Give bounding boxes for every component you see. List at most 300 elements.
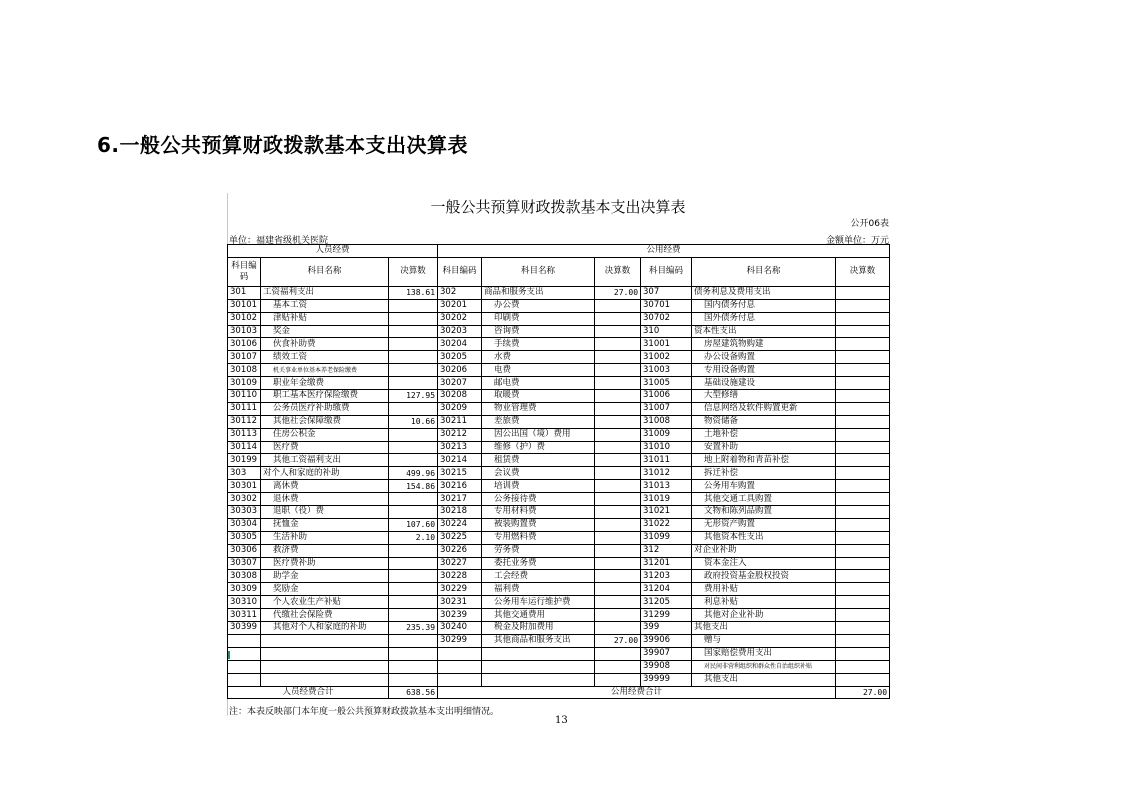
table-row — [228, 415, 890, 428]
row-code-2: 30212 — [438, 428, 482, 441]
row-code-2: 30299 — [438, 634, 482, 647]
row-code-1 — [228, 634, 261, 647]
row-amount-1: 107.60 — [389, 518, 438, 531]
row-name-3: 资本金注入 — [692, 557, 836, 570]
row-amount-1: 235.39 — [389, 622, 438, 635]
row-code-1: 30309 — [228, 583, 261, 596]
row-amount-1 — [389, 660, 438, 673]
totals-row — [228, 686, 890, 699]
row-code-1: 30303 — [228, 506, 261, 519]
row-name-1: 其他对个人和家庭的补助 — [261, 622, 389, 635]
row-name-1: 对个人和家庭的补助 — [261, 467, 389, 480]
row-code-2: 30240 — [438, 622, 482, 635]
row-amount-2 — [595, 647, 641, 660]
row-code-2: 30211 — [438, 415, 482, 428]
row-amount-3 — [836, 596, 890, 609]
row-name-3: 无形资产购置 — [692, 518, 836, 531]
row-code-1 — [228, 647, 261, 660]
row-name-2: 工会经费 — [482, 570, 595, 583]
row-amount-3 — [836, 634, 890, 647]
row-code-1: 30307 — [228, 557, 261, 570]
row-code-1: 30308 — [228, 570, 261, 583]
row-name-1: 救济费 — [261, 544, 389, 557]
row-amount-3 — [836, 299, 890, 312]
table-row — [228, 673, 890, 686]
row-name-1: 退职（役）费 — [261, 506, 389, 519]
table-row — [228, 428, 890, 441]
row-code-1: 30109 — [228, 377, 261, 390]
row-name-3: 其他对企业补助 — [692, 609, 836, 622]
row-amount-2: 27.00 — [595, 634, 641, 647]
row-code-3: 31201 — [641, 557, 692, 570]
row-amount-3 — [836, 518, 890, 531]
row-name-1: 机关事业单位基本养老保险缴费 — [261, 364, 389, 377]
row-name-1: 离休费 — [261, 480, 389, 493]
row-amount-2 — [595, 480, 641, 493]
row-amount-3 — [836, 480, 890, 493]
row-code-1: 30311 — [228, 609, 261, 622]
row-amount-1 — [389, 557, 438, 570]
personnel-total-value: 638.56 — [389, 686, 438, 699]
row-amount-1: 154.86 — [389, 480, 438, 493]
row-name-1: 生活补助 — [261, 531, 389, 544]
table-row — [228, 299, 890, 312]
row-name-3: 其他资本性支出 — [692, 531, 836, 544]
row-amount-2 — [595, 467, 641, 480]
row-code-1: 30301 — [228, 480, 261, 493]
table-row — [228, 544, 890, 557]
col-amount: 决算数 — [389, 257, 438, 286]
row-amount-1 — [389, 596, 438, 609]
row-name-1: 职业年金缴费 — [261, 377, 389, 390]
row-name-2: 福利费 — [482, 583, 595, 596]
row-amount-1 — [389, 351, 438, 364]
table-row — [228, 338, 890, 351]
row-amount-1 — [389, 441, 438, 454]
row-amount-2 — [595, 557, 641, 570]
row-code-1: 303 — [228, 467, 261, 480]
row-code-2 — [438, 660, 482, 673]
section-personnel: 人员经费 — [228, 245, 438, 258]
row-code-1: 30107 — [228, 351, 261, 364]
row-code-3: 31019 — [641, 493, 692, 506]
row-code-3: 31204 — [641, 583, 692, 596]
row-amount-2: 27.00 — [595, 286, 641, 299]
row-amount-3 — [836, 286, 890, 299]
row-name-2: 咨询费 — [482, 325, 595, 338]
row-code-2: 30206 — [438, 364, 482, 377]
table-row — [228, 467, 890, 480]
row-code-3: 31013 — [641, 480, 692, 493]
row-code-2: 30208 — [438, 390, 482, 403]
row-name-2: 因公出国（境）费用 — [482, 428, 595, 441]
row-code-1: 30108 — [228, 364, 261, 377]
row-name-2 — [482, 673, 595, 686]
row-name-2: 电费 — [482, 364, 595, 377]
row-name-1: 住房公积金 — [261, 428, 389, 441]
row-code-3: 39906 — [641, 634, 692, 647]
row-name-3: 债务利息及费用支出 — [692, 286, 836, 299]
row-amount-2 — [595, 441, 641, 454]
row-code-1: 30310 — [228, 596, 261, 609]
row-amount-3 — [836, 557, 890, 570]
row-amount-2 — [595, 351, 641, 364]
table-row — [228, 634, 890, 647]
table-row — [228, 609, 890, 622]
row-amount-2 — [595, 583, 641, 596]
row-code-3: 307 — [641, 286, 692, 299]
row-amount-1: 499.96 — [389, 467, 438, 480]
row-amount-1 — [389, 428, 438, 441]
row-code-2: 30203 — [438, 325, 482, 338]
row-amount-1 — [389, 402, 438, 415]
section-public: 公用经费 — [438, 245, 890, 258]
row-name-2: 会议费 — [482, 467, 595, 480]
row-name-3: 赠与 — [692, 634, 836, 647]
row-amount-3 — [836, 544, 890, 557]
row-amount-1 — [389, 454, 438, 467]
row-code-1: 30102 — [228, 312, 261, 325]
row-amount-2 — [595, 506, 641, 519]
row-name-1: 医疗费 — [261, 441, 389, 454]
row-amount-2 — [595, 338, 641, 351]
row-amount-1 — [389, 377, 438, 390]
row-name-1: 绩效工资 — [261, 351, 389, 364]
row-code-3: 31299 — [641, 609, 692, 622]
table-row — [228, 402, 890, 415]
row-amount-1 — [389, 673, 438, 686]
table-title: 一般公共预算财政拨款基本支出决算表 — [430, 198, 686, 216]
table-row — [228, 364, 890, 377]
page-number: 13 — [555, 715, 568, 726]
table-row — [228, 518, 890, 531]
table-row — [228, 480, 890, 493]
table-row — [228, 441, 890, 454]
row-amount-3 — [836, 351, 890, 364]
page-heading: 6.一般公共预算财政拨款基本支出决算表 — [97, 133, 469, 157]
row-code-3: 31010 — [641, 441, 692, 454]
row-amount-1: 10.66 — [389, 415, 438, 428]
row-name-3: 拆迁补偿 — [692, 467, 836, 480]
row-amount-1 — [389, 312, 438, 325]
row-name-1 — [261, 647, 389, 660]
row-name-3: 房屋建筑物购建 — [692, 338, 836, 351]
row-code-3: 31003 — [641, 364, 692, 377]
row-amount-1 — [389, 364, 438, 377]
row-amount-3 — [836, 377, 890, 390]
table-note: 注：本表反映部门本年度一般公共预算财政拨款基本支出明细情况。 — [229, 707, 500, 717]
row-code-2: 30226 — [438, 544, 482, 557]
table-row — [228, 493, 890, 506]
row-amount-3 — [836, 454, 890, 467]
row-name-2: 水费 — [482, 351, 595, 364]
row-amount-3 — [836, 467, 890, 480]
row-amount-1 — [389, 647, 438, 660]
row-amount-3 — [836, 506, 890, 519]
expenditure-table — [227, 244, 890, 699]
table-row — [228, 390, 890, 403]
row-code-1: 301 — [228, 286, 261, 299]
row-name-2: 专用燃料费 — [482, 531, 595, 544]
row-code-2: 30214 — [438, 454, 482, 467]
row-code-1: 30302 — [228, 493, 261, 506]
row-code-2: 30217 — [438, 493, 482, 506]
row-name-1: 基本工资 — [261, 299, 389, 312]
row-code-1: 30306 — [228, 544, 261, 557]
row-code-3: 312 — [641, 544, 692, 557]
row-name-3: 国外债务付息 — [692, 312, 836, 325]
row-name-2: 维修（护）费 — [482, 441, 595, 454]
row-name-1: 奖励金 — [261, 583, 389, 596]
row-amount-2 — [595, 660, 641, 673]
row-amount-3 — [836, 441, 890, 454]
row-name-1: 工资福利支出 — [261, 286, 389, 299]
public-total-value: 27.00 — [836, 686, 890, 699]
table-row — [228, 647, 890, 660]
row-code-1: 30305 — [228, 531, 261, 544]
row-name-1: 代缴社会保险费 — [261, 609, 389, 622]
col-name3: 科目名称 — [692, 257, 836, 286]
row-name-1 — [261, 634, 389, 647]
row-name-2: 取暖费 — [482, 390, 595, 403]
public-total-label: 公用经费合计 — [438, 686, 836, 699]
row-code-2: 30205 — [438, 351, 482, 364]
row-name-3: 国家赔偿费用支出 — [692, 647, 836, 660]
row-amount-3 — [836, 338, 890, 351]
col-code3: 科目编码 — [641, 257, 692, 286]
row-amount-2 — [595, 570, 641, 583]
row-amount-1: 127.95 — [389, 390, 438, 403]
row-name-2: 差旅费 — [482, 415, 595, 428]
row-amount-2 — [595, 544, 641, 557]
row-code-2 — [438, 673, 482, 686]
row-name-1: 医疗费补助 — [261, 557, 389, 570]
row-code-3: 31008 — [641, 415, 692, 428]
row-code-3: 39907 — [641, 647, 692, 660]
row-code-3: 39908 — [641, 660, 692, 673]
row-amount-1 — [389, 493, 438, 506]
row-name-2: 印刷费 — [482, 312, 595, 325]
row-code-3: 31009 — [641, 428, 692, 441]
row-code-2: 30229 — [438, 583, 482, 596]
personnel-total-label: 人员经费合计 — [228, 686, 389, 699]
row-name-3: 信息网络及软件购置更新 — [692, 402, 836, 415]
row-name-3: 专用设备购置 — [692, 364, 836, 377]
row-name-3: 对企业补助 — [692, 544, 836, 557]
row-code-3: 31205 — [641, 596, 692, 609]
row-code-3: 31001 — [641, 338, 692, 351]
row-name-2: 税金及附加费用 — [482, 622, 595, 635]
row-code-1 — [228, 660, 261, 673]
row-name-1: 津贴补贴 — [261, 312, 389, 325]
row-name-1: 助学金 — [261, 570, 389, 583]
row-amount-3 — [836, 390, 890, 403]
row-code-1: 30103 — [228, 325, 261, 338]
col-code2: 科目编码 — [438, 257, 482, 286]
row-name-1: 其他社会保障缴费 — [261, 415, 389, 428]
row-name-1 — [261, 673, 389, 686]
row-amount-1 — [389, 506, 438, 519]
row-name-2: 培训费 — [482, 480, 595, 493]
row-code-1: 30113 — [228, 428, 261, 441]
row-amount-1 — [389, 299, 438, 312]
row-name-2: 劳务费 — [482, 544, 595, 557]
row-name-3: 其他支出 — [692, 673, 836, 686]
row-amount-2 — [595, 390, 641, 403]
row-amount-3 — [836, 531, 890, 544]
table-row — [228, 570, 890, 583]
row-code-3: 399 — [641, 622, 692, 635]
table-row — [228, 454, 890, 467]
row-code-2: 30239 — [438, 609, 482, 622]
row-code-3: 31006 — [641, 390, 692, 403]
row-code-3: 31203 — [641, 570, 692, 583]
row-code-2: 30227 — [438, 557, 482, 570]
row-name-3: 土地补偿 — [692, 428, 836, 441]
row-amount-3 — [836, 673, 890, 686]
row-name-3: 大型修缮 — [692, 390, 836, 403]
table-row — [228, 531, 890, 544]
row-code-2: 30213 — [438, 441, 482, 454]
row-name-3: 公务用车购置 — [692, 480, 836, 493]
row-name-1: 公务员医疗补助缴费 — [261, 402, 389, 415]
col-amount3: 决算数 — [836, 257, 890, 286]
row-name-3: 基础设施建设 — [692, 377, 836, 390]
row-name-2 — [482, 660, 595, 673]
row-name-3: 对民间非营利组织和群众性自治组织补贴 — [692, 660, 836, 673]
row-name-3: 政府投资基金股权投资 — [692, 570, 836, 583]
section-header-row — [228, 245, 890, 258]
row-code-2: 30224 — [438, 518, 482, 531]
row-amount-3 — [836, 647, 890, 660]
row-code-2: 30215 — [438, 467, 482, 480]
row-code-3: 31002 — [641, 351, 692, 364]
row-amount-3 — [836, 493, 890, 506]
row-code-1: 30199 — [228, 454, 261, 467]
row-code-1: 30112 — [228, 415, 261, 428]
row-amount-1 — [389, 583, 438, 596]
row-name-1: 退休费 — [261, 493, 389, 506]
row-code-2: 30231 — [438, 596, 482, 609]
row-amount-3 — [836, 415, 890, 428]
row-name-2: 手续费 — [482, 338, 595, 351]
row-name-1: 抚恤金 — [261, 518, 389, 531]
row-code-3: 31012 — [641, 467, 692, 480]
row-amount-2 — [595, 428, 641, 441]
row-amount-2 — [595, 493, 641, 506]
row-amount-2 — [595, 364, 641, 377]
row-amount-2 — [595, 415, 641, 428]
row-code-1: 30304 — [228, 518, 261, 531]
row-code-1: 30106 — [228, 338, 261, 351]
col-name2: 科目名称 — [482, 257, 595, 286]
row-name-2: 物业管理费 — [482, 402, 595, 415]
table-row — [228, 286, 890, 299]
row-code-2: 30228 — [438, 570, 482, 583]
row-name-3: 费用补贴 — [692, 583, 836, 596]
row-name-2: 委托业务费 — [482, 557, 595, 570]
row-amount-1 — [389, 570, 438, 583]
row-amount-3 — [836, 402, 890, 415]
row-amount-1: 2.10 — [389, 531, 438, 544]
row-name-2 — [482, 647, 595, 660]
row-amount-1 — [389, 634, 438, 647]
row-name-3: 地上附着物和青苗补偿 — [692, 454, 836, 467]
row-name-3: 其他交通工具购置 — [692, 493, 836, 506]
row-amount-3 — [836, 325, 890, 338]
table-row — [228, 325, 890, 338]
row-code-2: 30207 — [438, 377, 482, 390]
row-code-3: 31022 — [641, 518, 692, 531]
row-amount-1 — [389, 609, 438, 622]
row-code-1: 30399 — [228, 622, 261, 635]
row-name-1: 其他工资福利支出 — [261, 454, 389, 467]
row-code-1: 30110 — [228, 390, 261, 403]
row-code-2: 30204 — [438, 338, 482, 351]
row-amount-1: 138.61 — [389, 286, 438, 299]
row-code-2: 30202 — [438, 312, 482, 325]
row-amount-1 — [389, 338, 438, 351]
row-name-1: 奖金 — [261, 325, 389, 338]
row-name-3: 安置补助 — [692, 441, 836, 454]
col-code: 科目编码 — [228, 257, 261, 286]
row-name-2: 办公费 — [482, 299, 595, 312]
row-code-2: 30216 — [438, 480, 482, 493]
row-code-1: 30111 — [228, 402, 261, 415]
table-row — [228, 557, 890, 570]
row-name-1: 个人农业生产补贴 — [261, 596, 389, 609]
table-row — [228, 377, 890, 390]
row-amount-2 — [595, 325, 641, 338]
row-amount-2 — [595, 402, 641, 415]
row-amount-2 — [595, 518, 641, 531]
table-row — [228, 351, 890, 364]
row-amount-2 — [595, 454, 641, 467]
document-number: 公开06表 — [850, 219, 889, 229]
money-unit: 金额单位：万元 — [825, 236, 889, 246]
row-amount-3 — [836, 622, 890, 635]
row-name-3: 其他支出 — [692, 622, 836, 635]
row-code-3: 31007 — [641, 402, 692, 415]
row-code-3: 39999 — [641, 673, 692, 686]
col-name: 科目名称 — [261, 257, 389, 286]
table-row — [228, 660, 890, 673]
row-amount-3 — [836, 609, 890, 622]
row-amount-2 — [595, 299, 641, 312]
row-code-3: 310 — [641, 325, 692, 338]
row-code-3: 31005 — [641, 377, 692, 390]
row-code-2: 302 — [438, 286, 482, 299]
row-code-2: 30225 — [438, 531, 482, 544]
row-name-3: 国内债务付息 — [692, 299, 836, 312]
row-name-1: 伙食补助费 — [261, 338, 389, 351]
row-name-2: 其他交通费用 — [482, 609, 595, 622]
row-amount-2 — [595, 622, 641, 635]
row-name-2: 专用材料费 — [482, 506, 595, 519]
row-name-3: 物资储备 — [692, 415, 836, 428]
row-name-3: 资本性支出 — [692, 325, 836, 338]
row-name-2: 租赁费 — [482, 454, 595, 467]
row-name-1: 职工基本医疗保险缴费 — [261, 390, 389, 403]
row-amount-2 — [595, 312, 641, 325]
row-amount-1 — [389, 544, 438, 557]
row-amount-3 — [836, 583, 890, 596]
row-code-3: 30702 — [641, 312, 692, 325]
row-amount-2 — [595, 673, 641, 686]
row-name-2: 商品和服务支出 — [482, 286, 595, 299]
row-name-3: 办公设备购置 — [692, 351, 836, 364]
row-amount-3 — [836, 364, 890, 377]
